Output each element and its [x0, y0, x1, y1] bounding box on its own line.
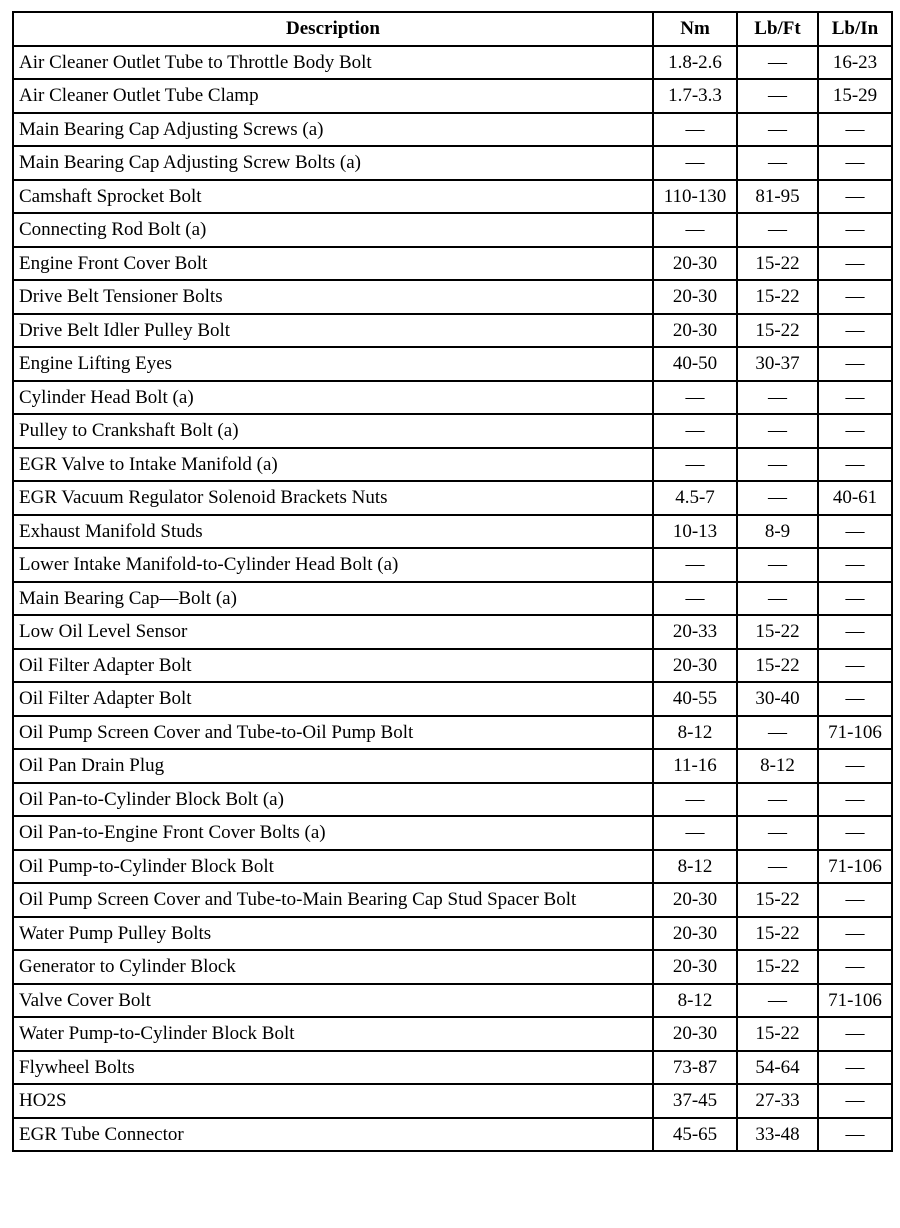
cell-lbin: — [818, 213, 892, 247]
cell-lbft: — [737, 850, 818, 884]
cell-description: Low Oil Level Sensor [13, 615, 653, 649]
cell-nm: 110-130 [653, 180, 737, 214]
cell-nm: — [653, 213, 737, 247]
table-row [13, 515, 892, 549]
cell-lbin: — [818, 381, 892, 415]
cell-nm: 8-12 [653, 716, 737, 750]
table-row [13, 682, 892, 716]
cell-description: Oil Pan-to-Cylinder Block Bolt (a) [13, 783, 653, 817]
cell-lbft: — [737, 46, 818, 80]
cell-lbin: — [818, 1084, 892, 1118]
cell-lbft: — [737, 783, 818, 817]
cell-lbft: — [737, 146, 818, 180]
table-row [13, 113, 892, 147]
header-row [13, 12, 892, 46]
cell-lbft: — [737, 582, 818, 616]
table-row [13, 716, 892, 750]
table-row [13, 46, 892, 80]
cell-lbin: — [818, 146, 892, 180]
table-row [13, 180, 892, 214]
cell-description: Oil Pump-to-Cylinder Block Bolt [13, 850, 653, 884]
cell-lbft: 15-22 [737, 649, 818, 683]
cell-nm: 10-13 [653, 515, 737, 549]
table-row [13, 314, 892, 348]
table-row [13, 280, 892, 314]
header-lbin: Lb/In [818, 12, 892, 46]
table-row [13, 247, 892, 281]
cell-description: EGR Valve to Intake Manifold (a) [13, 448, 653, 482]
cell-description: Drive Belt Tensioner Bolts [13, 280, 653, 314]
cell-nm: 20-30 [653, 247, 737, 281]
cell-lbin: — [818, 615, 892, 649]
cell-nm: 37-45 [653, 1084, 737, 1118]
cell-lbin: — [818, 180, 892, 214]
table-row [13, 381, 892, 415]
cell-lbft: 27-33 [737, 1084, 818, 1118]
cell-lbft: — [737, 984, 818, 1018]
table-row [13, 984, 892, 1018]
cell-lbft: — [737, 716, 818, 750]
cell-nm: 20-30 [653, 314, 737, 348]
cell-lbft: 54-64 [737, 1051, 818, 1085]
cell-nm: — [653, 146, 737, 180]
cell-description: Water Pump-to-Cylinder Block Bolt [13, 1017, 653, 1051]
cell-nm: — [653, 381, 737, 415]
cell-nm: 20-30 [653, 883, 737, 917]
cell-description: Main Bearing Cap—Bolt (a) [13, 582, 653, 616]
cell-nm: — [653, 448, 737, 482]
table-row [13, 649, 892, 683]
torque-spec-table-wrapper [12, 11, 893, 1152]
cell-lbin: — [818, 950, 892, 984]
table-row [13, 1051, 892, 1085]
cell-description: Exhaust Manifold Studs [13, 515, 653, 549]
cell-description: Oil Pan-to-Engine Front Cover Bolts (a) [13, 816, 653, 850]
cell-lbft: — [737, 381, 818, 415]
table-row [13, 548, 892, 582]
cell-description: Oil Filter Adapter Bolt [13, 682, 653, 716]
cell-nm: 45-65 [653, 1118, 737, 1152]
cell-lbft: — [737, 213, 818, 247]
table-row [13, 917, 892, 951]
cell-lbin: — [818, 347, 892, 381]
cell-lbin: — [818, 247, 892, 281]
cell-description: Flywheel Bolts [13, 1051, 653, 1085]
cell-lbin: — [818, 1118, 892, 1152]
cell-description: Oil Pump Screen Cover and Tube-to-Main Bearing Cap Stud Spacer Bolt [13, 883, 653, 917]
table-row [13, 749, 892, 783]
cell-lbin: — [818, 113, 892, 147]
cell-lbin: — [818, 548, 892, 582]
cell-lbft: 15-22 [737, 1017, 818, 1051]
cell-lbft: 15-22 [737, 247, 818, 281]
cell-description: Oil Pan Drain Plug [13, 749, 653, 783]
cell-description: HO2S [13, 1084, 653, 1118]
cell-lbft: 15-22 [737, 615, 818, 649]
cell-lbft: — [737, 113, 818, 147]
cell-description: Drive Belt Idler Pulley Bolt [13, 314, 653, 348]
cell-nm: 40-55 [653, 682, 737, 716]
cell-nm: — [653, 548, 737, 582]
table-row [13, 850, 892, 884]
cell-lbin: — [818, 515, 892, 549]
cell-lbft: 30-37 [737, 347, 818, 381]
cell-lbin: — [818, 582, 892, 616]
cell-lbft: — [737, 481, 818, 515]
cell-nm: 11-16 [653, 749, 737, 783]
cell-description: Pulley to Crankshaft Bolt (a) [13, 414, 653, 448]
cell-lbin: — [818, 783, 892, 817]
cell-lbin: — [818, 682, 892, 716]
cell-lbin: — [818, 414, 892, 448]
cell-nm: 1.7-3.3 [653, 79, 737, 113]
table-row [13, 481, 892, 515]
cell-lbin: — [818, 1051, 892, 1085]
cell-nm: — [653, 582, 737, 616]
cell-lbft: 15-22 [737, 883, 818, 917]
cell-nm: 73-87 [653, 1051, 737, 1085]
table-row [13, 347, 892, 381]
cell-lbft: 8-9 [737, 515, 818, 549]
table-row [13, 146, 892, 180]
table-row [13, 414, 892, 448]
cell-description: Water Pump Pulley Bolts [13, 917, 653, 951]
cell-description: EGR Tube Connector [13, 1118, 653, 1152]
cell-lbin: 16-23 [818, 46, 892, 80]
cell-nm: 40-50 [653, 347, 737, 381]
cell-description: Main Bearing Cap Adjusting Screws (a) [13, 113, 653, 147]
cell-lbft: — [737, 548, 818, 582]
cell-nm: — [653, 783, 737, 817]
cell-lbft: 30-40 [737, 682, 818, 716]
cell-description: Valve Cover Bolt [13, 984, 653, 1018]
table-row [13, 816, 892, 850]
cell-lbin: 15-29 [818, 79, 892, 113]
cell-lbft: 81-95 [737, 180, 818, 214]
cell-description: Oil Pump Screen Cover and Tube-to-Oil Pump Bolt [13, 716, 653, 750]
cell-nm: — [653, 113, 737, 147]
cell-lbin: — [818, 649, 892, 683]
cell-lbin: 71-106 [818, 850, 892, 884]
cell-nm: 8-12 [653, 850, 737, 884]
cell-description: Air Cleaner Outlet Tube Clamp [13, 79, 653, 113]
cell-description: Camshaft Sprocket Bolt [13, 180, 653, 214]
cell-lbft: 33-48 [737, 1118, 818, 1152]
table-row [13, 213, 892, 247]
cell-description: Lower Intake Manifold-to-Cylinder Head Bolt (a) [13, 548, 653, 582]
table-row [13, 1084, 892, 1118]
cell-nm: 20-30 [653, 649, 737, 683]
cell-description: Main Bearing Cap Adjusting Screw Bolts (a) [13, 146, 653, 180]
cell-description: Oil Filter Adapter Bolt [13, 649, 653, 683]
cell-lbin: — [818, 816, 892, 850]
cell-nm: 20-33 [653, 615, 737, 649]
table-row [13, 1017, 892, 1051]
cell-lbft: 15-22 [737, 917, 818, 951]
table-row [13, 783, 892, 817]
cell-lbft: — [737, 448, 818, 482]
table-row [13, 1118, 892, 1152]
cell-nm: 4.5-7 [653, 481, 737, 515]
table-row [13, 950, 892, 984]
table-row [13, 582, 892, 616]
cell-nm: — [653, 816, 737, 850]
table-row [13, 883, 892, 917]
cell-lbin: 40-61 [818, 481, 892, 515]
cell-lbin: 71-106 [818, 984, 892, 1018]
cell-nm: 8-12 [653, 984, 737, 1018]
header-lbft: Lb/Ft [737, 12, 818, 46]
table-row [13, 615, 892, 649]
table-row [13, 448, 892, 482]
cell-nm: — [653, 414, 737, 448]
header-description: Description [13, 12, 653, 46]
cell-lbin: — [818, 883, 892, 917]
cell-lbft: 8-12 [737, 749, 818, 783]
table-row [13, 79, 892, 113]
cell-description: Connecting Rod Bolt (a) [13, 213, 653, 247]
cell-nm: 20-30 [653, 1017, 737, 1051]
torque-spec-table [12, 11, 893, 1152]
cell-lbin: — [818, 917, 892, 951]
cell-lbft: — [737, 414, 818, 448]
cell-description: Air Cleaner Outlet Tube to Throttle Body Bolt [13, 46, 653, 80]
cell-description: Engine Front Cover Bolt [13, 247, 653, 281]
cell-lbin: — [818, 1017, 892, 1051]
cell-nm: 20-30 [653, 280, 737, 314]
cell-nm: 20-30 [653, 950, 737, 984]
cell-description: Engine Lifting Eyes [13, 347, 653, 381]
cell-lbin: — [818, 448, 892, 482]
cell-lbin: — [818, 314, 892, 348]
cell-description: EGR Vacuum Regulator Solenoid Brackets Nuts [13, 481, 653, 515]
cell-description: Generator to Cylinder Block [13, 950, 653, 984]
cell-description: Cylinder Head Bolt (a) [13, 381, 653, 415]
cell-nm: 20-30 [653, 917, 737, 951]
cell-lbin: 71-106 [818, 716, 892, 750]
cell-lbin: — [818, 280, 892, 314]
cell-lbin: — [818, 749, 892, 783]
cell-lbft: — [737, 816, 818, 850]
table-body [13, 46, 892, 1152]
cell-nm: 1.8-2.6 [653, 46, 737, 80]
cell-lbft: — [737, 79, 818, 113]
cell-lbft: 15-22 [737, 314, 818, 348]
table-header [13, 12, 892, 46]
cell-lbft: 15-22 [737, 280, 818, 314]
header-nm: Nm [653, 12, 737, 46]
cell-lbft: 15-22 [737, 950, 818, 984]
